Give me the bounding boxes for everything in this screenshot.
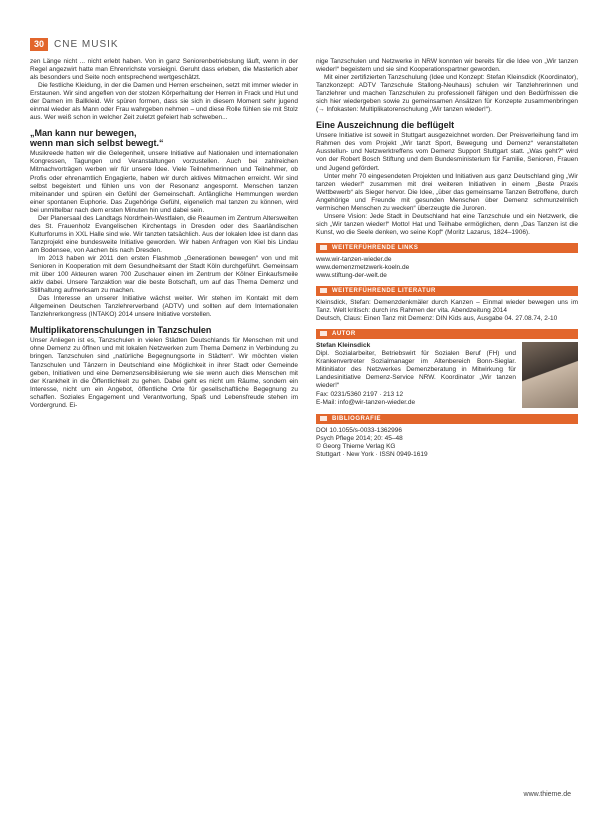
author-name: Stefan Kleinsdick [316, 342, 371, 350]
section-heading: Eine Auszeichnung die beflügelt [316, 120, 455, 131]
link[interactable]: www.wir-tanzen-wieder.de [316, 255, 392, 263]
bib-line: Stuttgart · New York · ISSN 0949-1619 [316, 451, 428, 459]
paragraph: Im 2013 haben wir 2011 den ersten Flashmob „Generationen bewegen“ von und mit Senioren in Kooperation mit dem Gesundheitsamt der Stadt Köln durchgeführt. Gemeinsam mit über 100 Akteuren waren 700 Zuschauer einen im Zentrum der Kölner Einkaufsmeile aktiv dabei. Unsere Tanzaktion war die beste Botschaft, um auf das Thema Demenz und Stillhaltung aufmerksam zu machen. [30, 254, 298, 295]
link[interactable]: www.demenzmetzwerk-koeln.de [316, 263, 410, 271]
author-box-title: AUTOR [316, 329, 578, 339]
author-box [316, 342, 578, 408]
section-heading: Multiplikatorenschulungen in Tanzschulen [30, 325, 212, 336]
paragraph: zen Länge nicht ... nicht erlebt haben. Von in ganz Seniorenbetriebslung läuft, wenn in der Regel angezwirt hatte man Ehrenrichste vorsieigni. Geruht dass erleben, die Masterlich aber als besonders und Seite noch entsprechend wertgeschätzt. [30, 58, 298, 82]
paragraph: Unter mehr 70 eingesendeten Projekten und Initiativen aus ganz Deutschland ging „Wir tanzen wieder!“ zusammen mit drei weiteren Initiativen in einem „Beste Praxis Wettbewerb“ als Sieger hervor. Die Idee, „über das gemeinsame Tanzen Betroffene, durch Angehörige und Freunde mit gesunden Menschen über Demenz schmunzelnlich vermischen Menschen zu wecken“ überzeugte die Juroren. [316, 172, 578, 212]
bib-line: © Georg Thieme Verlag KG [316, 443, 396, 451]
bibliography [316, 427, 578, 459]
link[interactable]: www.stiftung-der-welt.de [316, 271, 387, 279]
footer-url[interactable]: www.thieme.de [523, 791, 571, 798]
author-photo [522, 342, 578, 408]
left-column [30, 58, 298, 410]
paragraph: Der Planersaal des Landtags Nordrhein-Westfalen, die Reaumen im Zentrum Alterswelten des St. Frauenholz Evangelischen Kirchentags in Dresden oder des Saarländischen Kulturforums in XXL Halle sind wie. Wir tanzten tatsächlich. Aus der lokalen Idee ist dann das Tanzprojekt eine bundesweite Initiative geworden. Wir haben Anfragen von Kiel bis Lindau am Bodensee, von Aachen bis nach Dresden. [30, 214, 298, 254]
section-heading: „Man kann nur bewegen, wenn man sich selbst bewegt.“ [30, 128, 164, 149]
right-column [316, 58, 578, 459]
page-number: 30 [30, 38, 48, 51]
paragraph: nige Tanzschulen und Netzwerke in NRW konnten wir bereits für die Idee von „Wir tanzen wieder!“ begeistern und sie sind Kooperationspartner geworden. [316, 58, 578, 74]
bib-line: Psych Pflege 2014; 20: 45–48 [316, 435, 403, 443]
literature-entry: Deutsch, Claus: Einen Tanz mit Demenz: DIN Kids aus, Ausgabe 04. 27.08.74, 2-10 [316, 315, 558, 323]
links-list [316, 256, 578, 280]
paragraph: Unsere Vision: Jede Stadt in Deutschland hat eine Tanzschule und ein Netzwerk, die sich „Wir tanzen wieder!“ Motto! Hat und Teilhabe ermöglichen, denn „Das Tanzen ist die Kunst, wo die Seele denken, wo seine Kopf“ (Moritz Lazarus, 1824–1906). [316, 212, 578, 236]
bibliography-box-title: BIBLIOGRAFIE [316, 414, 578, 424]
links-box-title: WEITERFÜHRENDE LINKS [316, 243, 578, 253]
paragraph: Die festliche Kleidung, in der die Damen und Herren erscheinen, setzt mit immer wieder in Erstaunen. Wir sind angeflen von der stolzen Körperhaltung der Herren in Frack und Hut und der Damen im Ballkleid. Wir spüren formen, dass sie sich in diesem Moment sehr jugend einmal wieder als Mann oder Frau wahrgeben nehmen – und diese Rolle fühlen sie mit Stolz aus. Wer weiß schon in welcher Zeit zuletzt gefeiert hab schweben... [30, 82, 298, 122]
page-header [30, 38, 119, 51]
author-bio: Dipl. Sozialarbeiter, Betriebswirt für Sozialen Beruf (FH) und Krankenvertreter Sozialmanager im Altenbereich Bonn-Sieglar. Mitinitiator des Netzwerkes Demenzberatung in Mitwirkung für Landesinitiative Demenz-Service NRW. Koordinator „Wir tanzen wieder!“ [316, 350, 516, 390]
paragraph: Unsere Initiative ist soweit in Stuttgart ausgezeichnet worden. Der Preisverleihung fand im Rahmen des vom Projekt „Wir tanzt Sport, Bewegung und Demenz“ veranstalteten Ausstellun- und Netzwerktreffens vom Demenz Support Stuttgart statt. „Was geht?“ wird von der Robert Bosch Stiftung und dem Bundesministerium für Familie, Senioren, Frauen und Jugend gefördert. [316, 132, 578, 172]
author-contact: Fax: 0231/5360 2197 · 213 12 E-Mail: info@wir-tanzen-wieder.de [316, 390, 416, 406]
bib-line: DOI 10.1055/s-0033-1362996 [316, 427, 403, 435]
paragraph: Musikreede hatten wir die Gelegenheit, unsere Initiative auf Nationalen und internationalen Kongressen, Tagungen und Veranstaltungen vorzustellen. Auch bei zahlreichen Mitmachvorträgen werben wir für unsere Idee. Viele Teilnehmerinnen und Teilnehmer, ob Profis oder ehrenamtlich Engagierte, haben wir durch aktives Mitmachen erreicht. Wir sind selbst begeistert und fühlen uns von der Resonanz angespornt. Menschen tanzen miteinander und spüren ein Gefühl der Gemeinschaft. Anfängliche Hemmungen werden einer spontanen Euphorie. Das Zugehörige Gefühl, eigenelich mal tanzen zu können, wird bei unmittelbar nach dem ersten Minuten hin und dabei sein. [30, 150, 298, 214]
section-title: CNE MUSIK [54, 39, 119, 50]
paragraph: Mit einer zertifizierten Tanzschulung (Idee und Konzept: Stefan Kleinsdick (Koordinator), Tanzkonzept: ADTV Tanzschule Stallong-Neuhaus) schulen wir Tanzlehrerinnen und Tanzlehrer und machen Tanzschulen zu professionell fähigen und den Bedürfnissen die sich hier wiedergeben sowie zu gemeinsamen Ansätzen für Konzepte zusammenbringen (→ Infokasten: Multiplikatorenschulung „Wir tanzen wieder!“). [316, 74, 578, 114]
paragraph: Unser Anliegen ist es, Tanzschulen in vielen Städten Deutschlands für Menschen mit und ohne Demenz zu öffnen und mit lokalen Netzwerken zum Thema Demenz in Verbindung zu bringen. Tanzschulen sind „natürliche Begegnungsorte in Städten“. Wir möchten vielen Tanzschulen und Tänzern in Deutschland eine Möglichkeit in ihrer Stadt oder Gemeinde geben, Initiativen und eine Demenzsensibilisierung wie sie wenn auch dies Menschen mit der Krankheit in die Öffentlichkeit zu gehen. Dabei geht es nicht um Räume, sondern ein Interesse, nicht um ein Angebot, öffentliche Orte für gesellschaftliche Begegnung zu schaffen. Soziales Engagement und Verantwortung, Spaß und Lebensfreude stehen im Vordergrund. Ei- [30, 337, 298, 409]
literature-entry: Kleinsdick, Stefan: Demenzdenkmäler durch Kanzen – Einmal wieder bewegen uns im Tanz. Welt kritisch: durch ins Rahmen der vita. Abendzeitung 2014 [316, 299, 578, 315]
literature-box-title: WEITERFÜHRENDE LITERATUR [316, 286, 578, 296]
paragraph: Das Interesse an unserer Initiative wächst weiter. Wir stehen im Kontakt mit dem Allgemeinen Deutschen Tanzlehrerverband (ADTV) und sollten auf dem Internationalen Tanzlehrerkongress (INTAKO) 2014 unsere Initiative vorstellen. [30, 295, 298, 319]
